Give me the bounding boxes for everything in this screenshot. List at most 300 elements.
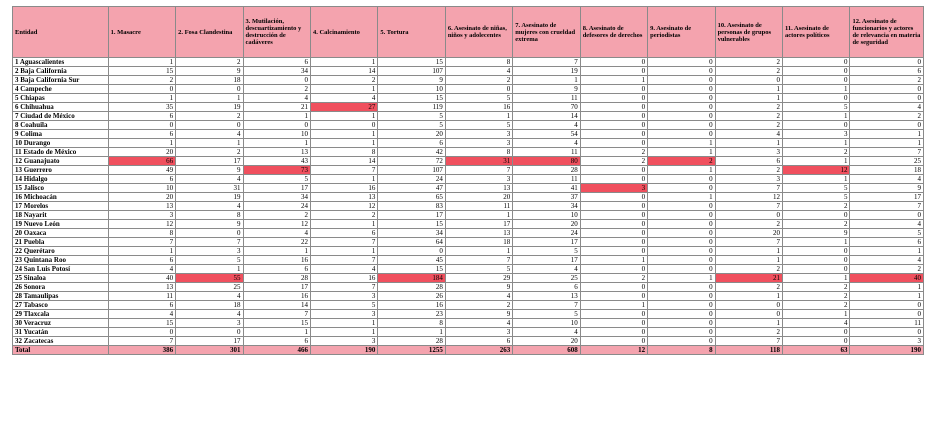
value-cell: 1 — [850, 247, 924, 256]
value-cell: 0 — [176, 328, 243, 337]
value-cell: 4 — [445, 292, 512, 301]
value-cell: 70 — [513, 103, 580, 112]
value-cell: 1 — [783, 238, 850, 247]
value-cell: 73 — [243, 166, 310, 175]
value-cell: 3 — [176, 319, 243, 328]
total-value-cell: 263 — [445, 346, 512, 355]
value-cell: 1 — [310, 175, 377, 184]
value-cell: 2 — [715, 220, 782, 229]
value-cell: 1 — [243, 328, 310, 337]
value-cell: 6 — [378, 139, 445, 148]
table-row — [13, 247, 924, 256]
value-cell: 0 — [783, 256, 850, 265]
value-cell: 3 — [176, 247, 243, 256]
value-cell: 0 — [580, 220, 647, 229]
value-cell: 5 — [513, 310, 580, 319]
value-cell: 7 — [310, 256, 377, 265]
value-cell: 0 — [310, 121, 377, 130]
value-cell: 7 — [176, 238, 243, 247]
value-cell: 26 — [378, 292, 445, 301]
value-cell: 2 — [580, 148, 647, 157]
table-row — [13, 76, 924, 85]
value-cell: 0 — [648, 319, 715, 328]
table-row — [13, 112, 924, 121]
total-value-cell: 190 — [310, 346, 377, 355]
value-cell: 0 — [580, 67, 647, 76]
value-cell: 17 — [243, 283, 310, 292]
value-cell: 1 — [176, 94, 243, 103]
value-cell: 1 — [783, 112, 850, 121]
value-cell: 18 — [445, 238, 512, 247]
table-row — [13, 58, 924, 67]
column-header-7: 7. Asesinato de mujeres con crueldad extrema — [513, 7, 580, 58]
value-cell: 8 — [445, 58, 512, 67]
value-cell: 3 — [850, 337, 924, 346]
value-cell: 0 — [580, 238, 647, 247]
value-cell: 34 — [513, 202, 580, 211]
value-cell: 0 — [648, 283, 715, 292]
entity-name-cell: 13 Guerrero — [13, 166, 109, 175]
entity-name-cell: 15 Jalisco — [13, 184, 109, 193]
value-cell: 18 — [850, 166, 924, 175]
value-cell: 15 — [108, 67, 175, 76]
value-cell: 12 — [243, 220, 310, 229]
value-cell: 1 — [243, 112, 310, 121]
value-cell: 0 — [648, 337, 715, 346]
value-cell: 1 — [648, 148, 715, 157]
value-cell: 2 — [715, 103, 782, 112]
total-value-cell: 12 — [580, 346, 647, 355]
column-header-2: 2. Fosa Clandestina — [176, 7, 243, 58]
value-cell: 1 — [310, 58, 377, 67]
total-value-cell: 118 — [715, 346, 782, 355]
value-cell: 1 — [783, 310, 850, 319]
value-cell: 4 — [176, 310, 243, 319]
value-cell: 28 — [243, 274, 310, 283]
value-cell: 0 — [580, 121, 647, 130]
value-cell: 4 — [108, 310, 175, 319]
value-cell: 37 — [513, 193, 580, 202]
entity-name-cell: 27 Tabasco — [13, 301, 109, 310]
value-cell: 4 — [513, 121, 580, 130]
value-cell: 0 — [783, 121, 850, 130]
value-cell: 2 — [648, 157, 715, 166]
value-cell: 5 — [310, 301, 377, 310]
value-cell: 7 — [310, 238, 377, 247]
value-cell: 12 — [715, 193, 782, 202]
value-cell: 1 — [783, 139, 850, 148]
value-cell: 3 — [715, 175, 782, 184]
value-cell: 28 — [513, 166, 580, 175]
table-row — [13, 256, 924, 265]
value-cell: 6 — [715, 157, 782, 166]
value-cell: 23 — [378, 310, 445, 319]
value-cell: 20 — [513, 337, 580, 346]
value-cell: 10 — [513, 211, 580, 220]
value-cell: 13 — [243, 148, 310, 157]
table-row — [13, 229, 924, 238]
value-cell: 15 — [108, 319, 175, 328]
value-cell: 24 — [378, 175, 445, 184]
value-cell: 2 — [715, 58, 782, 67]
value-cell: 2 — [715, 112, 782, 121]
value-cell: 1 — [310, 319, 377, 328]
value-cell: 1 — [850, 283, 924, 292]
value-cell: 7 — [445, 166, 512, 175]
value-cell: 7 — [715, 238, 782, 247]
value-cell: 21 — [715, 274, 782, 283]
value-cell: 2 — [783, 292, 850, 301]
value-cell: 3 — [445, 175, 512, 184]
value-cell: 6 — [243, 337, 310, 346]
value-cell: 6 — [243, 58, 310, 67]
value-cell: 54 — [513, 130, 580, 139]
table-row — [13, 121, 924, 130]
column-header-4: 4. Calcinamiento — [310, 7, 377, 58]
value-cell: 0 — [580, 337, 647, 346]
value-cell: 2 — [715, 328, 782, 337]
value-cell: 0 — [648, 112, 715, 121]
value-cell: 17 — [378, 211, 445, 220]
value-cell: 25 — [513, 274, 580, 283]
value-cell: 0 — [648, 211, 715, 220]
value-cell: 49 — [108, 166, 175, 175]
value-cell: 0 — [580, 310, 647, 319]
entity-name-cell: 21 Puebla — [13, 238, 109, 247]
value-cell: 0 — [850, 211, 924, 220]
table-row — [13, 211, 924, 220]
value-cell: 5 — [850, 229, 924, 238]
value-cell: 1 — [108, 94, 175, 103]
value-cell: 64 — [378, 238, 445, 247]
value-cell: 107 — [378, 67, 445, 76]
value-cell: 3 — [445, 139, 512, 148]
value-cell: 2 — [783, 283, 850, 292]
value-cell: 0 — [580, 175, 647, 184]
value-cell: 7 — [108, 337, 175, 346]
value-cell: 1 — [445, 211, 512, 220]
violence-statistics-table — [12, 6, 924, 355]
value-cell: 7 — [850, 148, 924, 157]
value-cell: 1 — [715, 256, 782, 265]
value-cell: 4 — [513, 265, 580, 274]
value-cell: 4 — [850, 256, 924, 265]
entity-name-cell: 17 Morelos — [13, 202, 109, 211]
table-row — [13, 328, 924, 337]
value-cell: 0 — [580, 328, 647, 337]
entity-name-cell: 32 Zacatecas — [13, 337, 109, 346]
value-cell: 0 — [580, 112, 647, 121]
value-cell: 9 — [445, 310, 512, 319]
table-body — [13, 58, 924, 355]
entity-name-cell: 31 Yucatán — [13, 328, 109, 337]
entity-name-cell: 9 Colima — [13, 130, 109, 139]
entity-name-cell: 26 Sonora — [13, 283, 109, 292]
value-cell: 2 — [445, 301, 512, 310]
value-cell: 9 — [176, 220, 243, 229]
value-cell: 11 — [445, 202, 512, 211]
table-row — [13, 148, 924, 157]
value-cell: 0 — [580, 211, 647, 220]
value-cell: 4 — [176, 130, 243, 139]
value-cell: 0 — [580, 166, 647, 175]
value-cell: 9 — [850, 184, 924, 193]
value-cell: 1 — [243, 247, 310, 256]
value-cell: 0 — [648, 175, 715, 184]
value-cell: 10 — [378, 85, 445, 94]
value-cell: 16 — [243, 292, 310, 301]
value-cell: 2 — [580, 274, 647, 283]
value-cell: 1 — [445, 247, 512, 256]
table-row — [13, 202, 924, 211]
value-cell: 1 — [108, 247, 175, 256]
value-cell: 1 — [850, 130, 924, 139]
entity-name-cell: 2 Baja California — [13, 67, 109, 76]
value-cell: 1 — [850, 292, 924, 301]
value-cell: 1 — [715, 319, 782, 328]
value-cell: 0 — [850, 328, 924, 337]
value-cell: 7 — [850, 202, 924, 211]
value-cell: 2 — [850, 76, 924, 85]
value-cell: 5 — [378, 112, 445, 121]
value-cell: 1 — [310, 220, 377, 229]
value-cell: 66 — [108, 157, 175, 166]
value-cell: 2 — [783, 148, 850, 157]
entity-name-cell: 19 Nuevo León — [13, 220, 109, 229]
value-cell: 1 — [850, 139, 924, 148]
table-row — [13, 238, 924, 247]
value-cell: 19 — [176, 103, 243, 112]
value-cell: 3 — [310, 337, 377, 346]
value-cell: 31 — [176, 184, 243, 193]
entity-name-cell: 14 Hidalgo — [13, 175, 109, 184]
value-cell: 0 — [648, 85, 715, 94]
table-row — [13, 220, 924, 229]
entity-name-cell: 8 Coahuila — [13, 121, 109, 130]
entity-name-cell: 6 Chihuahua — [13, 103, 109, 112]
value-cell: 2 — [176, 112, 243, 121]
entity-name-cell: 16 Michoacán — [13, 193, 109, 202]
value-cell: 6 — [850, 238, 924, 247]
value-cell: 0 — [783, 337, 850, 346]
table-header — [13, 7, 924, 58]
value-cell: 13 — [445, 184, 512, 193]
value-cell: 1 — [108, 58, 175, 67]
value-cell: 1 — [580, 76, 647, 85]
value-cell: 1 — [310, 247, 377, 256]
value-cell: 2 — [176, 148, 243, 157]
column-header-11: 11. Asesinato de actores políticos — [783, 7, 850, 58]
value-cell: 0 — [580, 247, 647, 256]
value-cell: 0 — [648, 292, 715, 301]
column-header-10: 10. Asesinato de personas de grupos vulnerables — [715, 7, 782, 58]
entity-name-cell: 12 Guanajuato — [13, 157, 109, 166]
value-cell: 40 — [108, 274, 175, 283]
value-cell: 4 — [108, 265, 175, 274]
value-cell: 13 — [108, 283, 175, 292]
value-cell: 34 — [243, 67, 310, 76]
value-cell: 15 — [378, 220, 445, 229]
entity-name-cell: 24 San Luis Potosí — [13, 265, 109, 274]
value-cell: 8 — [176, 211, 243, 220]
value-cell: 0 — [648, 130, 715, 139]
value-cell: 1 — [648, 193, 715, 202]
value-cell: 0 — [378, 247, 445, 256]
value-cell: 7 — [445, 256, 512, 265]
value-cell: 2 — [850, 112, 924, 121]
value-cell: 65 — [378, 193, 445, 202]
value-cell: 1 — [783, 274, 850, 283]
value-cell: 0 — [243, 121, 310, 130]
value-cell: 4 — [850, 103, 924, 112]
value-cell: 2 — [850, 265, 924, 274]
value-cell: 2 — [243, 211, 310, 220]
value-cell: 17 — [243, 184, 310, 193]
value-cell: 20 — [378, 130, 445, 139]
table-row — [13, 337, 924, 346]
value-cell: 12 — [108, 220, 175, 229]
entity-name-cell: 23 Quintana Roo — [13, 256, 109, 265]
value-cell: 0 — [648, 202, 715, 211]
value-cell: 1 — [648, 139, 715, 148]
value-cell: 6 — [850, 67, 924, 76]
value-cell: 24 — [513, 229, 580, 238]
value-cell: 20 — [513, 220, 580, 229]
value-cell: 16 — [310, 274, 377, 283]
value-cell: 3 — [783, 130, 850, 139]
value-cell: 11 — [850, 319, 924, 328]
value-cell: 2 — [715, 121, 782, 130]
value-cell: 15 — [378, 265, 445, 274]
value-cell: 9 — [445, 283, 512, 292]
total-value-cell: 8 — [648, 346, 715, 355]
value-cell: 28 — [378, 337, 445, 346]
value-cell: 2 — [108, 76, 175, 85]
value-cell: 0 — [648, 265, 715, 274]
value-cell: 1 — [310, 130, 377, 139]
value-cell: 0 — [648, 238, 715, 247]
value-cell: 2 — [715, 265, 782, 274]
value-cell: 16 — [310, 184, 377, 193]
value-cell: 1 — [783, 85, 850, 94]
value-cell: 24 — [243, 202, 310, 211]
value-cell: 1 — [648, 166, 715, 175]
value-cell: 5 — [445, 121, 512, 130]
value-cell: 2 — [310, 76, 377, 85]
entity-name-cell: 29 Tlaxcala — [13, 310, 109, 319]
value-cell: 0 — [783, 211, 850, 220]
value-cell: 5 — [176, 256, 243, 265]
value-cell: 12 — [310, 202, 377, 211]
value-cell: 0 — [243, 76, 310, 85]
total-value-cell: 608 — [513, 346, 580, 355]
column-header-8: 8. Asesinato de defesores de derechos — [580, 7, 647, 58]
value-cell: 1 — [648, 274, 715, 283]
value-cell: 6 — [310, 229, 377, 238]
value-cell: 0 — [648, 220, 715, 229]
table-row — [13, 94, 924, 103]
value-cell: 6 — [108, 256, 175, 265]
value-cell: 0 — [580, 283, 647, 292]
column-header-entidad: Entidad — [13, 7, 109, 58]
value-cell: 4 — [176, 175, 243, 184]
value-cell: 4 — [176, 292, 243, 301]
value-cell: 0 — [850, 58, 924, 67]
value-cell: 3 — [108, 211, 175, 220]
value-cell: 10 — [108, 184, 175, 193]
value-cell: 43 — [243, 157, 310, 166]
value-cell: 1 — [715, 247, 782, 256]
entity-name-cell: 4 Campeche — [13, 85, 109, 94]
value-cell: 55 — [176, 274, 243, 283]
entity-name-cell: 3 Baja California Sur — [13, 76, 109, 85]
value-cell: 21 — [243, 103, 310, 112]
table-row — [13, 292, 924, 301]
column-header-1: 1. Masacre — [108, 7, 175, 58]
value-cell: 4 — [445, 67, 512, 76]
value-cell: 1 — [715, 85, 782, 94]
value-cell: 3 — [715, 148, 782, 157]
header-row — [13, 7, 924, 58]
value-cell: 15 — [378, 58, 445, 67]
value-cell: 18 — [176, 301, 243, 310]
value-cell: 2 — [715, 166, 782, 175]
value-cell: 1 — [176, 139, 243, 148]
value-cell: 14 — [243, 301, 310, 310]
value-cell: 28 — [378, 283, 445, 292]
value-cell: 4 — [310, 94, 377, 103]
value-cell: 0 — [783, 265, 850, 274]
value-cell: 0 — [580, 319, 647, 328]
value-cell: 0 — [580, 193, 647, 202]
value-cell: 1 — [108, 139, 175, 148]
total-value-cell: 63 — [783, 346, 850, 355]
value-cell: 10 — [243, 130, 310, 139]
value-cell: 42 — [378, 148, 445, 157]
value-cell: 7 — [715, 184, 782, 193]
value-cell: 15 — [243, 319, 310, 328]
value-cell: 5 — [783, 103, 850, 112]
value-cell: 1 — [310, 112, 377, 121]
total-row — [13, 346, 924, 355]
value-cell: 83 — [378, 202, 445, 211]
value-cell: 4 — [445, 319, 512, 328]
value-cell: 7 — [243, 310, 310, 319]
value-cell: 9 — [513, 85, 580, 94]
value-cell: 45 — [378, 256, 445, 265]
value-cell: 2 — [176, 58, 243, 67]
value-cell: 0 — [648, 256, 715, 265]
value-cell: 11 — [513, 148, 580, 157]
value-cell: 0 — [715, 76, 782, 85]
table-row — [13, 301, 924, 310]
value-cell: 0 — [648, 328, 715, 337]
value-cell: 35 — [108, 103, 175, 112]
value-cell: 7 — [310, 283, 377, 292]
value-cell: 29 — [445, 274, 512, 283]
value-cell: 0 — [850, 121, 924, 130]
value-cell: 7 — [108, 238, 175, 247]
table-row — [13, 139, 924, 148]
value-cell: 0 — [580, 103, 647, 112]
value-cell: 6 — [108, 301, 175, 310]
value-cell: 0 — [648, 67, 715, 76]
total-value-cell: 466 — [243, 346, 310, 355]
value-cell: 0 — [783, 67, 850, 76]
value-cell: 0 — [580, 139, 647, 148]
value-cell: 1 — [715, 94, 782, 103]
value-cell: 5 — [783, 184, 850, 193]
